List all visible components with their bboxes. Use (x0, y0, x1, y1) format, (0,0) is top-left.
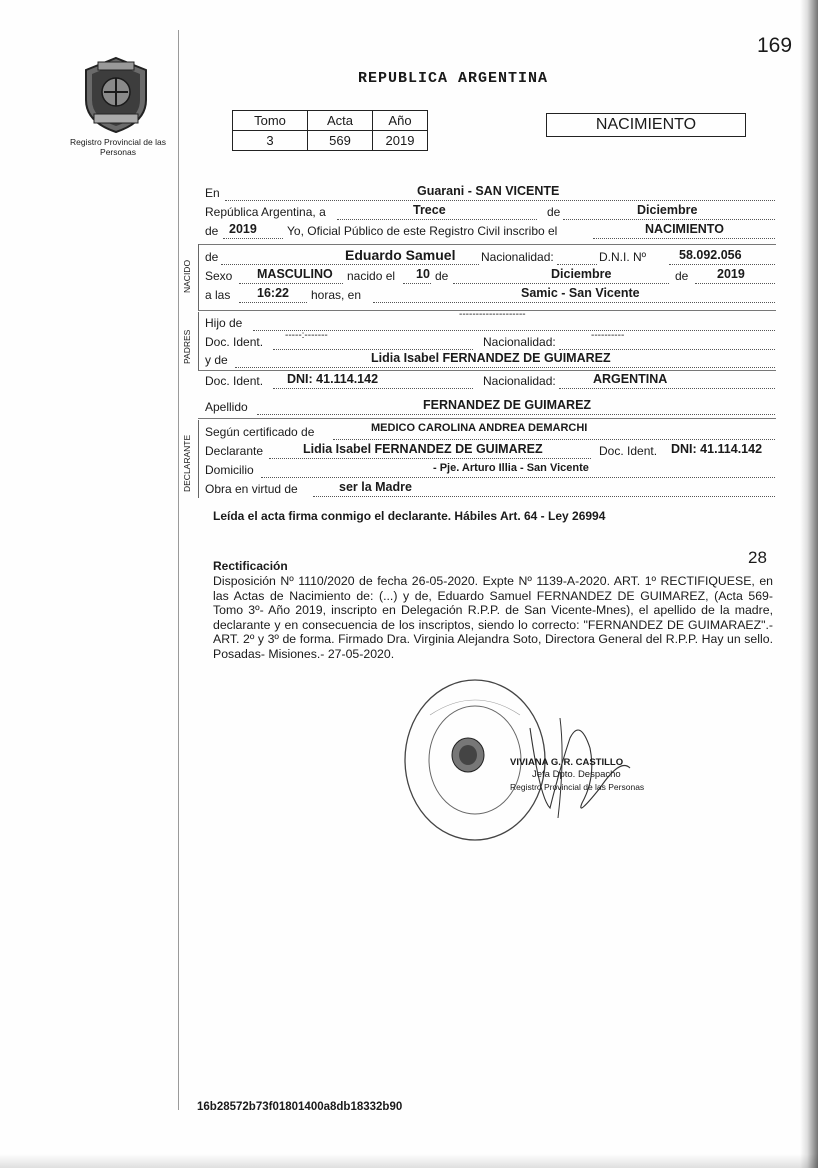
nombre-row (205, 247, 742, 268)
rectificacion-title: Rectificación (213, 559, 288, 573)
rectificacion-number: 28 (748, 548, 767, 567)
sexo-row (205, 267, 745, 287)
section-divider (198, 370, 776, 371)
nombre-label: de (205, 250, 219, 264)
acta-header: Acta (308, 111, 373, 131)
inscripcion-value: NACIMIENTO (645, 222, 724, 236)
domicilio-row (205, 462, 589, 481)
nacido-bracket (198, 244, 205, 310)
declarante-bracket (198, 420, 205, 498)
horas-label: horas, en (311, 288, 362, 302)
document-hash: 16b28572b73f01801400a8db18332b90 (197, 1101, 403, 1113)
anio-value: 2019 (229, 222, 257, 236)
madre-nac-value: ARGENTINA (593, 372, 668, 386)
padre-doc-value: -----:------- (285, 330, 328, 341)
hijo-row (205, 309, 526, 334)
padre-nac-value: ---------- (591, 330, 625, 341)
nacido-de2-label: de (675, 269, 689, 283)
padre-doc-row (205, 330, 625, 353)
record-type-box: NACIMIENTO (546, 113, 746, 137)
declarante-side-label: DECLARANTE (182, 434, 192, 492)
nacido-side-label: NACIDO (182, 259, 192, 293)
anio-header: Año (373, 111, 428, 131)
madre-value: Lidia Isabel FERNANDEZ DE GUIMAREZ (371, 351, 611, 365)
nacido-dia: 10 (416, 267, 430, 281)
de-label: de (547, 205, 561, 219)
dia-value: Trece (413, 203, 446, 217)
padre-doc-label: Doc. Ident. (205, 335, 264, 349)
nacido-mes: Diciembre (551, 267, 612, 281)
en-label: En (205, 186, 220, 200)
en-row (205, 184, 560, 204)
scan-edge-shadow (800, 0, 818, 1168)
scan-bottom-shadow (0, 1154, 818, 1168)
page-number: 169 (757, 34, 793, 57)
apellido-row (205, 398, 592, 418)
org-name: Registro Provincial de las Personas (70, 137, 166, 157)
certificado-value: MEDICO CAROLINA ANDREA DEMARCHI (371, 422, 588, 434)
madre-row (205, 351, 611, 371)
mes-value: Diciembre (637, 203, 698, 217)
nacido-de-label: de (435, 269, 449, 283)
hijo-label: Hijo de (205, 316, 243, 330)
obra-label: Obra en virtud de (205, 482, 298, 496)
apellido-label: Apellido (205, 400, 248, 414)
section-divider (198, 244, 776, 245)
stamp-org: Registro Provincial de las Personas (510, 782, 645, 792)
acta-reference-table (232, 110, 428, 151)
domicilio-value: - Pje. Arturo Illia - San Vicente (433, 462, 589, 474)
certificado-row (205, 422, 588, 443)
a-las-label: a las (205, 288, 231, 302)
hora-row (205, 286, 640, 306)
margin-line (178, 30, 179, 1110)
tomo-header: Tomo (233, 111, 308, 131)
domicilio-label: Domicilio (205, 463, 254, 477)
oficial-text: Yo, Oficial Público de este Registro Civil inscribo el (287, 224, 558, 238)
hora-value: 16:22 (257, 286, 289, 300)
nacido-anio: 2019 (717, 267, 745, 281)
tomo-value: 3 (233, 131, 308, 151)
section-divider (198, 418, 776, 419)
stamp-name: VIVIANA G. R. CASTILLO (510, 757, 624, 768)
nombre-value: Eduardo Samuel (345, 247, 456, 263)
y-de-label: y de (205, 353, 228, 367)
dni-value: 58.092.056 (679, 248, 742, 262)
obra-value: ser la Madre (339, 480, 412, 494)
padre-value: -------------------- (459, 309, 526, 320)
decl-doc-label: Doc. Ident. (599, 444, 658, 458)
declarante-label: Declarante (205, 444, 264, 458)
document-title: REPUBLICA ARGENTINA (358, 70, 549, 87)
padres-side-label: PADRES (182, 329, 192, 364)
decl-doc-value: DNI: 41.114.142 (671, 442, 763, 456)
nacido-label: nacido el (347, 269, 396, 283)
madre-doc-label: Doc. Ident. (205, 374, 264, 388)
apellido-value: FERNANDEZ DE GUIMAREZ (423, 398, 592, 412)
madre-nac-label: Nacionalidad: (483, 374, 556, 388)
republica-label: República Argentina, a (205, 205, 326, 219)
sexo-label: Sexo (205, 269, 233, 283)
acta-value: 569 (308, 131, 373, 151)
stamp-role: Jefa Dpto. Despacho (532, 769, 621, 780)
oficial-row (205, 222, 724, 242)
madre-doc-row (205, 372, 668, 392)
padres-bracket (198, 312, 205, 370)
de2-label: de (205, 224, 219, 238)
lugar-value: Samic - San Vicente (521, 286, 640, 300)
anio-value: 2019 (373, 131, 428, 151)
sexo-value: MASCULINO (257, 267, 333, 281)
nacionalidad-label: Nacionalidad: (481, 250, 554, 264)
dotted-line (557, 250, 597, 265)
declarante-value: Lidia Isabel FERNANDEZ DE GUIMAREZ (303, 442, 543, 456)
fecha-row (205, 203, 698, 223)
lectura-statement: Leída el acta firma conmigo el declarante. Hábiles Art. 64 - Ley 26994 (213, 509, 606, 523)
certificado-label: Según certificado de (205, 425, 315, 439)
obra-row (205, 480, 412, 500)
rectificacion-body: Disposición Nº 1110/2020 de fecha 26-05-2020. Expte Nº 1139-A-2020. ART. 1º RECTIFIQUESE, en las Actas de Nacimiento de: (...) y de, Eduardo Samuel FERNANDEZ DE GUIMAREZ, (Acta 569- Tomo 3º- Año 2019, inscripto en Delegación R.P.P. de San Vicente-Mnes), el apellido de la madre, declarante y en consecuencia de los inscriptos, siendo lo correcto: "FERNANDEZ DE GUIMARAEZ".- ART. 2º y 3º de forma. Firmado Dra. Virginia Alejandra Soto, Directora General del R.P.P. Hay un sello. Posadas- Misiones.- 27-05-2020. (213, 574, 773, 661)
madre-doc-value: DNI: 41.114.142 (287, 372, 379, 386)
declarante-row (205, 442, 763, 462)
province-seal-logo (80, 56, 152, 134)
dni-label: D.N.I. Nº (599, 250, 647, 264)
official-name-stamp (510, 757, 644, 793)
padre-nac-label: Nacionalidad: (483, 335, 556, 349)
en-value: Guarani - SAN VICENTE (417, 184, 560, 198)
